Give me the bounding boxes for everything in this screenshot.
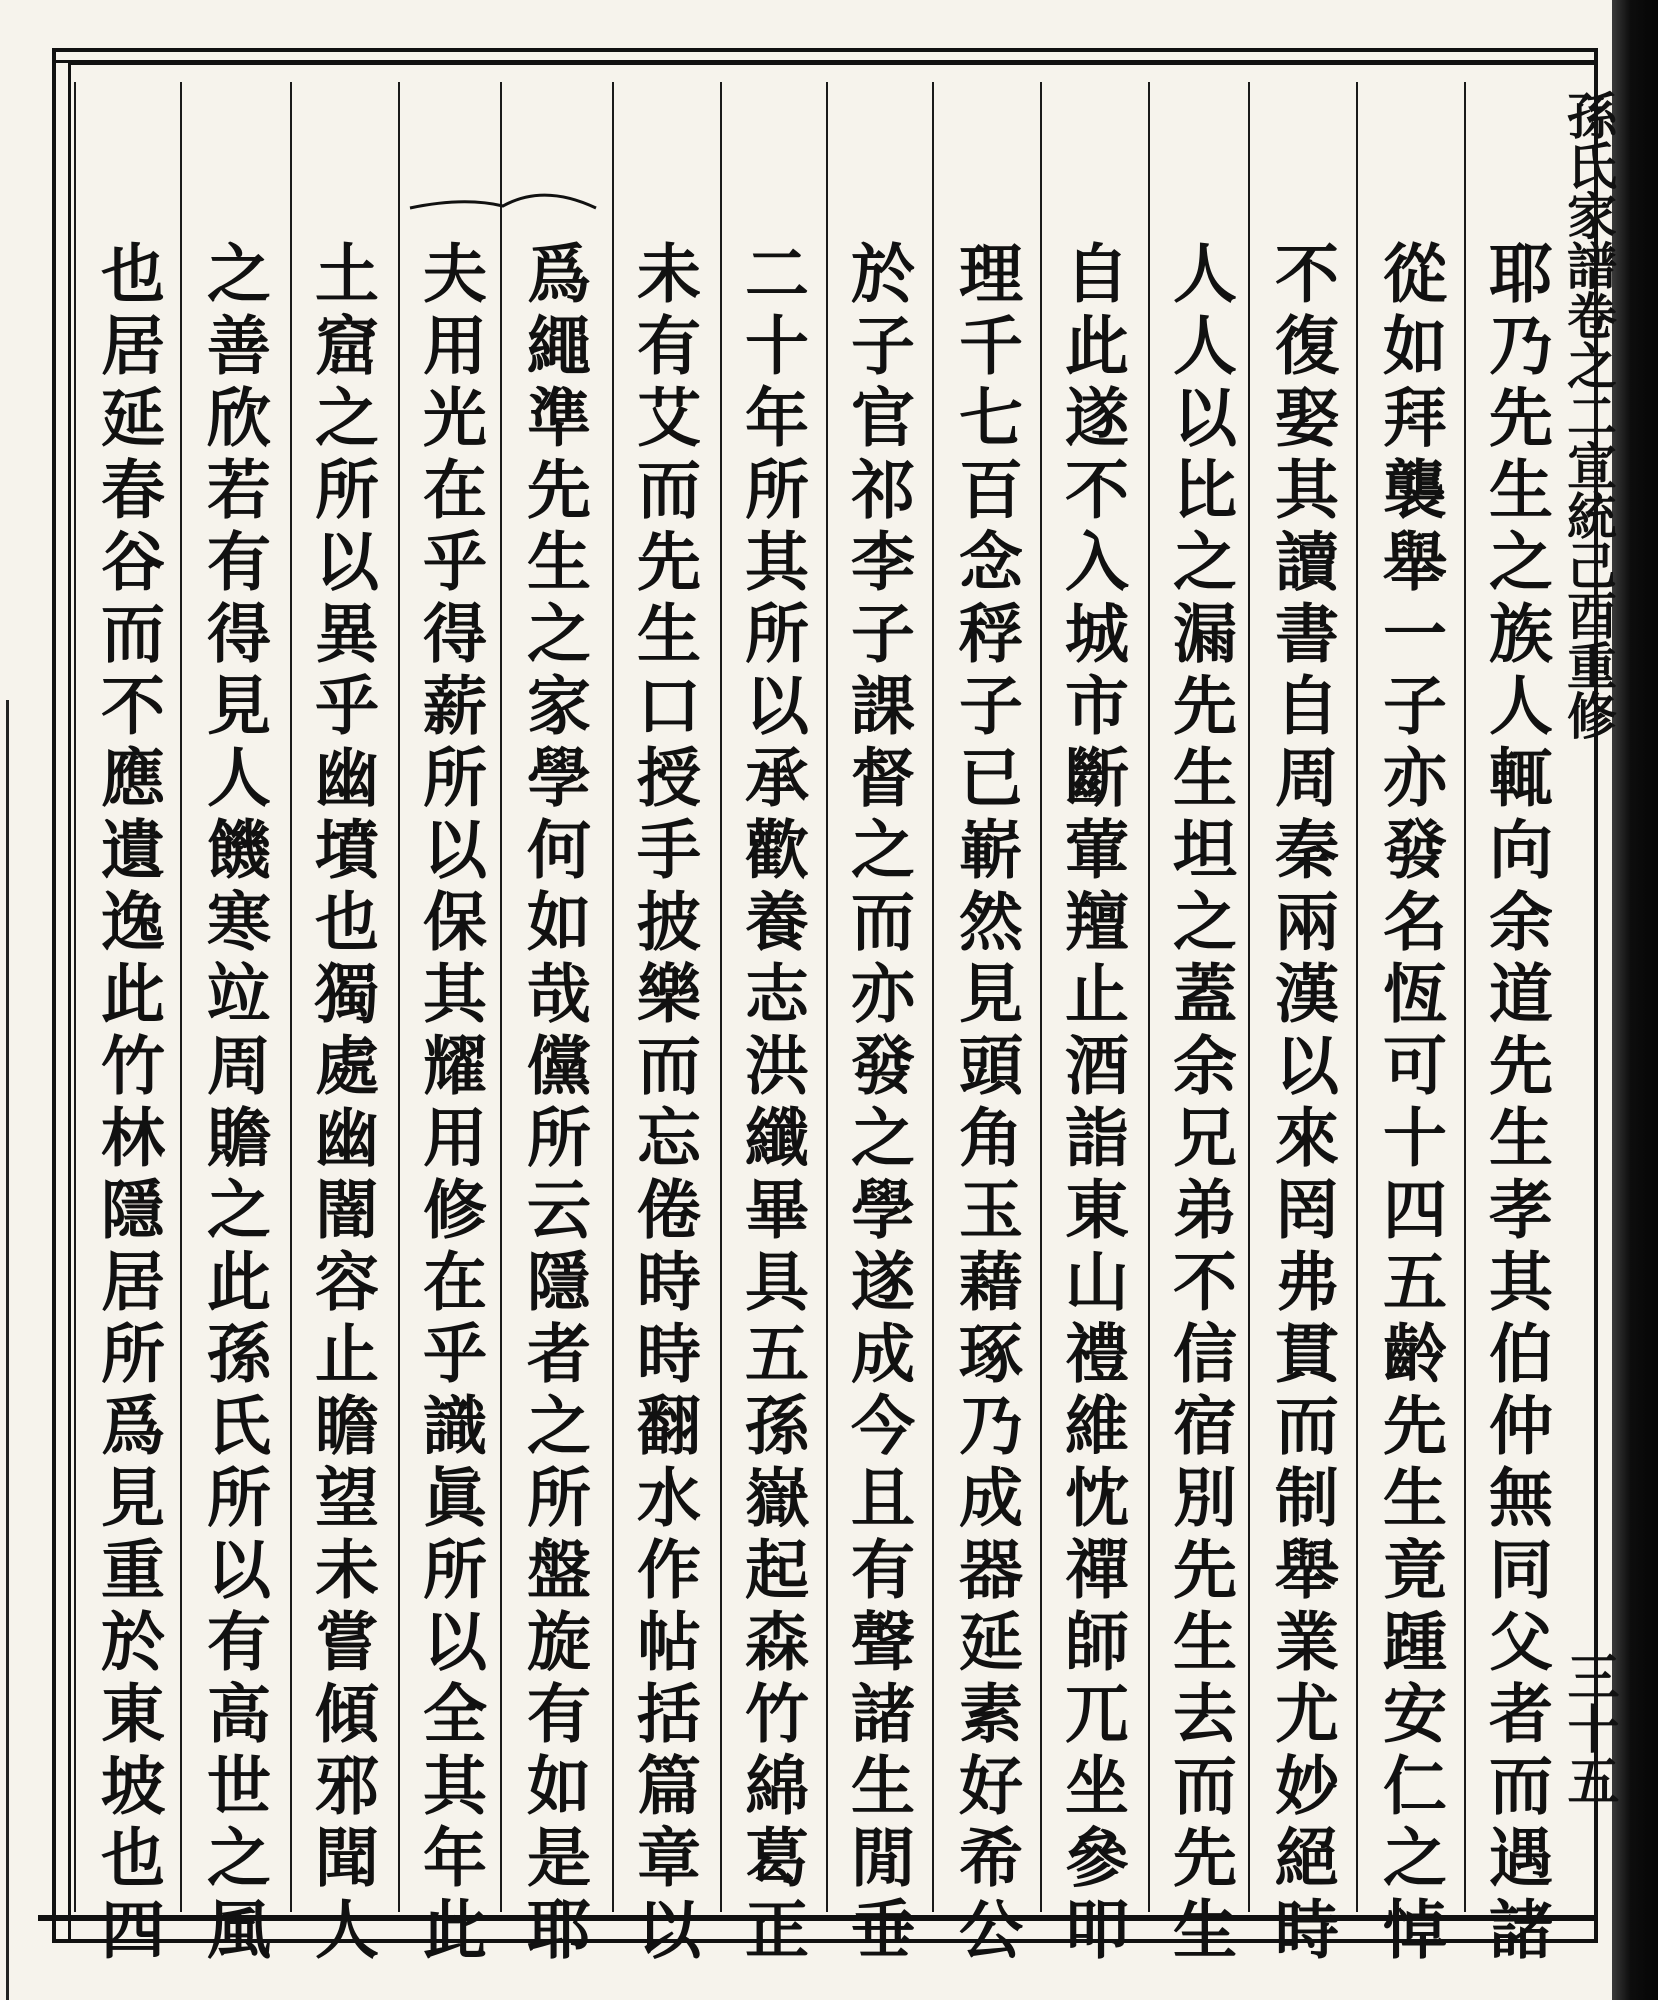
column-rule [1248, 82, 1250, 1912]
text-column-14: 也居延春谷而不應遺逸此竹林隱居所爲見重於東坡也四 [90, 240, 165, 1968]
text-column-5: 自此遂不入城市斷葷羶止酒詣東山禮維忱禪師兀坐參叩 [1054, 240, 1129, 1968]
column-rule [180, 82, 182, 1912]
page-number: 三十五 [1558, 1650, 1619, 1806]
text-column-12: 土窟之所以異乎幽墳也獨處幽闇容止瞻望未嘗傾邪聞人 [304, 240, 379, 1968]
column-rule [932, 82, 934, 1912]
text-column-6: 理千七百念稃子已嶄然見頭角玉藉琢乃成器延素好希公 [948, 240, 1023, 1968]
column-rule [74, 82, 76, 1912]
text-column-8: 二十年所其所以承歡養志洪纖畢具五孫嶽起森竹綿葛正 [734, 240, 809, 1968]
top-rule [52, 60, 1598, 63]
text-column-13: 之善欣若有得見人饑寒竝周贍之此孫氏所以有高世之風 [196, 240, 271, 1968]
text-column-10: 爲繩準先生之家學何如哉儻所云隱者之所盤旋有如是耶 [516, 240, 591, 1968]
text-column-9: 未有艾而先生口授手披樂而忘倦時時翻水作帖括篇章以 [626, 240, 701, 1968]
book-title: 孫氏家譜 [1559, 90, 1618, 290]
edition-label: 宣統己酉重修 [1559, 440, 1618, 740]
column-rule [500, 82, 502, 1912]
scan-edge-left [6, 700, 9, 2000]
column-rule [1356, 82, 1358, 1912]
text-column-3: 不復娶其讀書自周秦兩漢以來罔弗貫而制舉業尤妙絕時 [1264, 240, 1339, 1968]
text-column-2: 從如拜襲舉一子亦發名恆可十四五齡先生竟踵安仁之悼 [1372, 240, 1447, 1968]
volume-label: 卷之二 [1559, 290, 1618, 440]
text-column-1: 耶乃先生之族人輒向余道先生孝其伯仲無同父者而遇諸 [1478, 240, 1553, 1968]
text-column-11: 夫用光在乎得薪所以保其耀用修在乎識眞所以全其年此 [412, 240, 487, 1968]
text-column-7: 於子官祁李子課督之而亦發之學遂成今且有聲諸生閒垂 [840, 240, 915, 1968]
ink-stroke-mark [408, 186, 598, 226]
text-column-4: 人人以比之漏先生坦之蓋余兄弟不信宿別先生去而先生 [1162, 240, 1237, 1968]
